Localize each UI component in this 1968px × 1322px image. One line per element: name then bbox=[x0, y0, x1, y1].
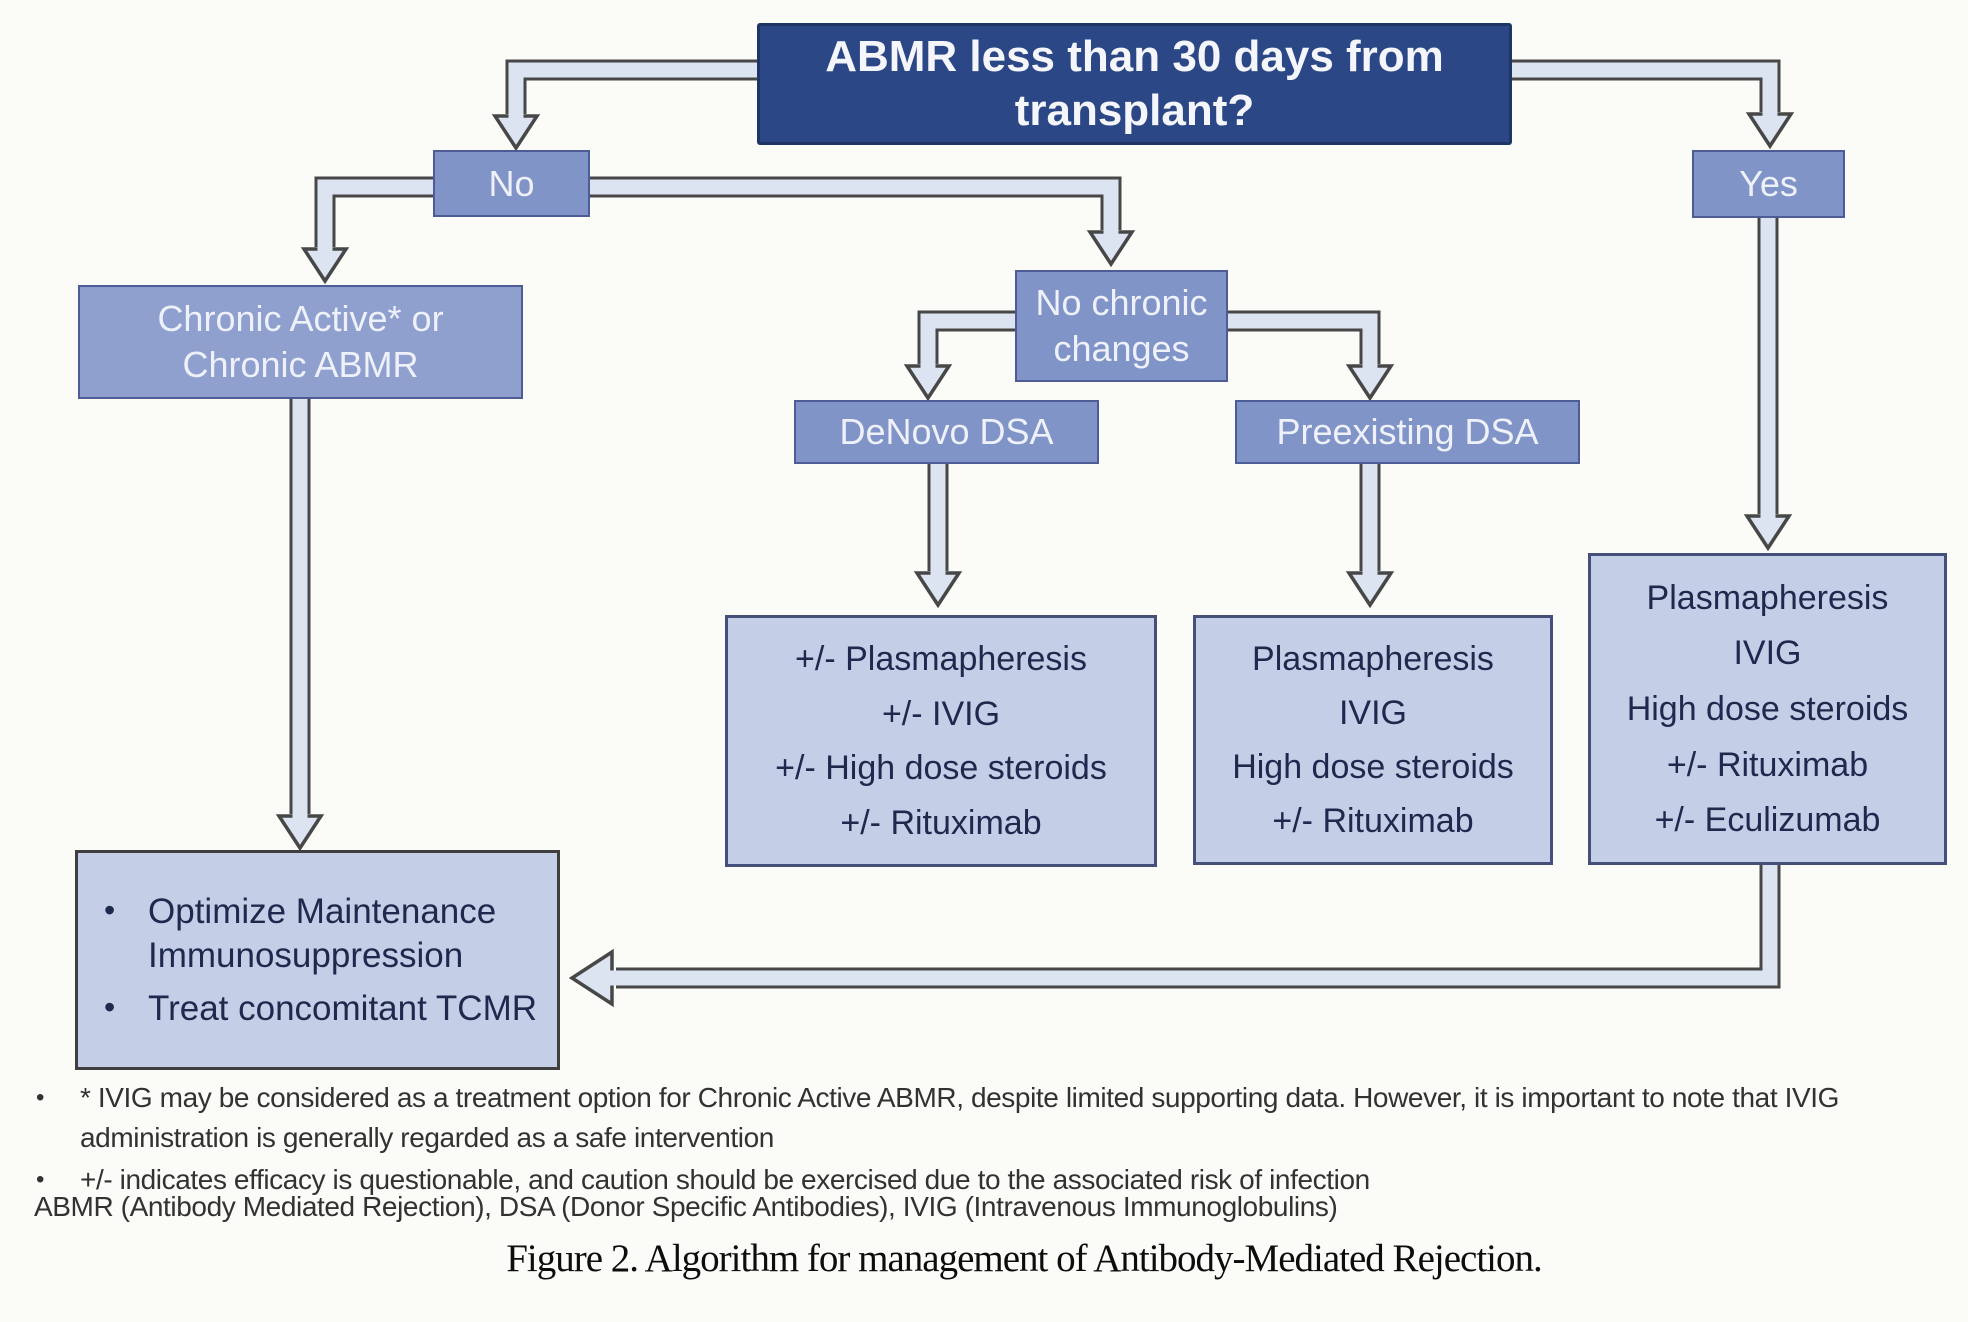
treatment-line: Plasmapheresis bbox=[1252, 640, 1494, 678]
node-outcome bbox=[75, 850, 560, 1070]
node-label: DeNovo DSA bbox=[839, 411, 1054, 452]
footnote-item: • * IVIG may be considered as a treatment option for Chronic Active ABMR, despite limited supporting data. However, it is important to note that IVIG administration is generally regarded as a safe intervention bbox=[34, 1078, 1954, 1158]
node-yes-treatment bbox=[1588, 553, 1947, 865]
arrow-shaft-outline bbox=[325, 187, 440, 247]
treatment-line: Plasmapheresis bbox=[1646, 578, 1889, 617]
arrow-no-to-no-chronic bbox=[583, 187, 1132, 264]
node-yes bbox=[1692, 150, 1845, 218]
arrow-root-to-no bbox=[495, 70, 764, 148]
node-preexisting-dsa bbox=[1235, 400, 1580, 464]
node-label: Preexisting DSA bbox=[1276, 411, 1539, 452]
arrow-no-chronic-to-preexisting bbox=[1221, 321, 1391, 398]
arrow-shaft-outline bbox=[616, 858, 1770, 978]
node-label: No bbox=[488, 162, 535, 204]
treatment-line: +/- Rituximab bbox=[1272, 802, 1474, 840]
figure-caption: Figure 2. Algorithm for management of Antibody-Mediated Rejection. bbox=[506, 1237, 1542, 1280]
node-no-chronic-changes bbox=[1015, 270, 1228, 382]
node-root-question bbox=[757, 23, 1512, 145]
arrow-preexisting-to-treatment bbox=[1349, 456, 1391, 605]
treatment-line: +/- Rituximab bbox=[840, 803, 1042, 842]
treatment-line: +/- IVIG bbox=[881, 694, 1001, 733]
treatment-line: IVIG bbox=[1338, 694, 1408, 732]
abbreviations-line: ABMR (Antibody Mediated Rejection), DSA (Donor Specific Antibodies), IVIG (Intravenous Immunoglobulins) bbox=[34, 1191, 1338, 1222]
treatment-line: +/- Eculizumab bbox=[1654, 801, 1881, 840]
node-label-line: changes bbox=[1053, 328, 1190, 369]
node-denovo-dsa bbox=[794, 400, 1099, 464]
arrow-root-to-yes bbox=[1505, 70, 1791, 146]
arrow-denovo-to-treatment bbox=[917, 456, 959, 605]
treatment-line: +/- Plasmapheresis bbox=[795, 640, 1087, 679]
node-no bbox=[433, 150, 590, 217]
node-label: Yes bbox=[1739, 163, 1798, 204]
arrow-yes-treatment-to-outcome bbox=[572, 858, 1770, 1004]
arrow-yes-to-treatment bbox=[1747, 212, 1789, 548]
outcome-list bbox=[98, 881, 541, 1040]
treatment-line: +/- High dose steroids bbox=[775, 749, 1107, 788]
node-label-line: No chronic bbox=[1035, 282, 1208, 323]
footnote-list bbox=[34, 1078, 1954, 1200]
node-denovo-treatment bbox=[725, 615, 1157, 867]
treatment-line: High dose steroids bbox=[1626, 689, 1909, 728]
footnotes bbox=[34, 1078, 1954, 1202]
node-label-line: transplant? bbox=[1014, 86, 1255, 135]
node-label-line: ABMR less than 30 days from bbox=[825, 32, 1444, 81]
treatment-line: High dose steroids bbox=[1232, 748, 1514, 786]
arrow-shaft bbox=[600, 858, 1770, 978]
footnote-item: • +/- indicates efficacy is questionable, and caution should be exercised due to the associated risk of infection bbox=[34, 1160, 1954, 1200]
arrow-no-to-chronic bbox=[304, 187, 440, 281]
node-label-line: Chronic ABMR bbox=[182, 344, 419, 385]
outcome-item: • Optimize Maintenance Immunosuppression bbox=[98, 890, 541, 978]
node-chronic-abmr bbox=[78, 285, 523, 399]
arrow-no-chronic-to-denovo bbox=[907, 321, 1022, 398]
outcome-item: • Treat concomitant TCMR bbox=[98, 987, 541, 1031]
node-preexisting-treatment bbox=[1193, 615, 1553, 865]
treatment-line: IVIG bbox=[1733, 634, 1802, 673]
treatment-line: +/- Rituximab bbox=[1666, 745, 1869, 784]
arrow-chronic-to-outcome bbox=[279, 392, 321, 848]
node-label-line: Chronic Active* or bbox=[157, 298, 444, 339]
